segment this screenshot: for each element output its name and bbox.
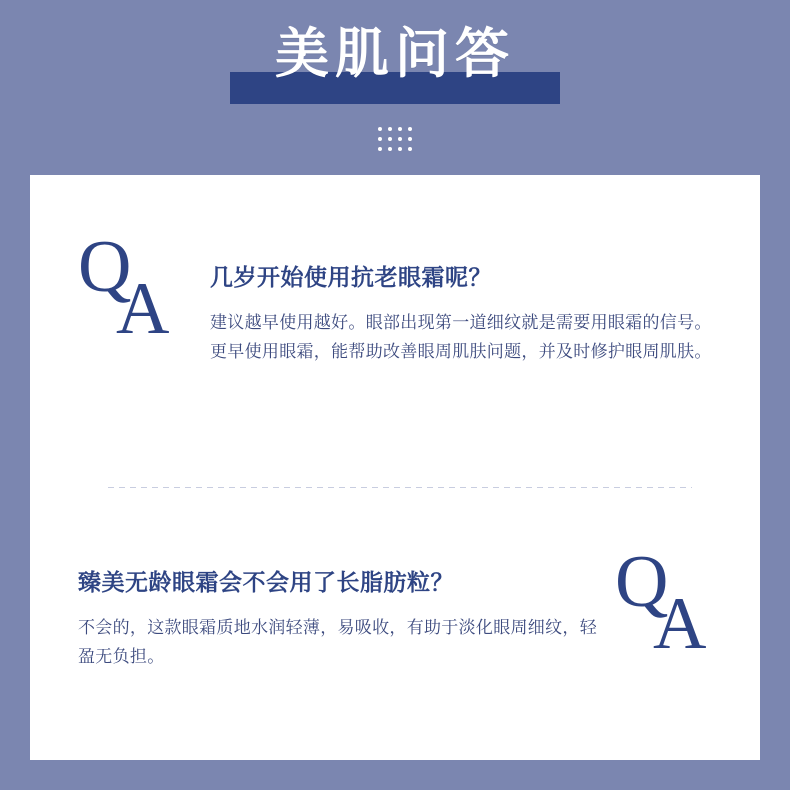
qa-item-2-answer: 不会的，这款眼霜质地水润轻薄，易吸收，有助于淡化眼周细纹，轻盈无负担。 xyxy=(78,618,597,666)
letter-a: A xyxy=(653,583,707,665)
qa-item-2-texts xyxy=(78,567,599,671)
qa-card xyxy=(30,175,760,760)
letter-a: A xyxy=(116,268,170,350)
qa-monogram-icon xyxy=(78,226,178,350)
qa-item-2-question: 臻美无龄眼霜会不会用了长脂肪粒？ xyxy=(78,569,454,595)
letter-q: Q xyxy=(615,541,669,623)
section-divider xyxy=(108,487,692,488)
letter-q: Q xyxy=(78,226,132,308)
qa-item-1-question: 几岁开始使用抗老眼霜呢？ xyxy=(210,264,492,290)
dot-grid-decoration xyxy=(375,124,415,154)
qa-item-1 xyxy=(78,226,715,366)
page-header xyxy=(0,0,790,180)
qa-item-1-texts xyxy=(210,262,715,366)
page-title: 美肌问答 xyxy=(275,24,515,84)
qa-item-1-answer: 建议越早使用越好。眼部出现第一道细纹就是需要用眼霜的信号。更早使用眼霜，能帮助改善眼周肌肤问题，并及时修护眼周肌肤。 xyxy=(210,313,712,361)
qa-item-2 xyxy=(78,541,715,671)
qa-monogram-icon xyxy=(615,541,715,665)
title-banner xyxy=(230,20,560,98)
